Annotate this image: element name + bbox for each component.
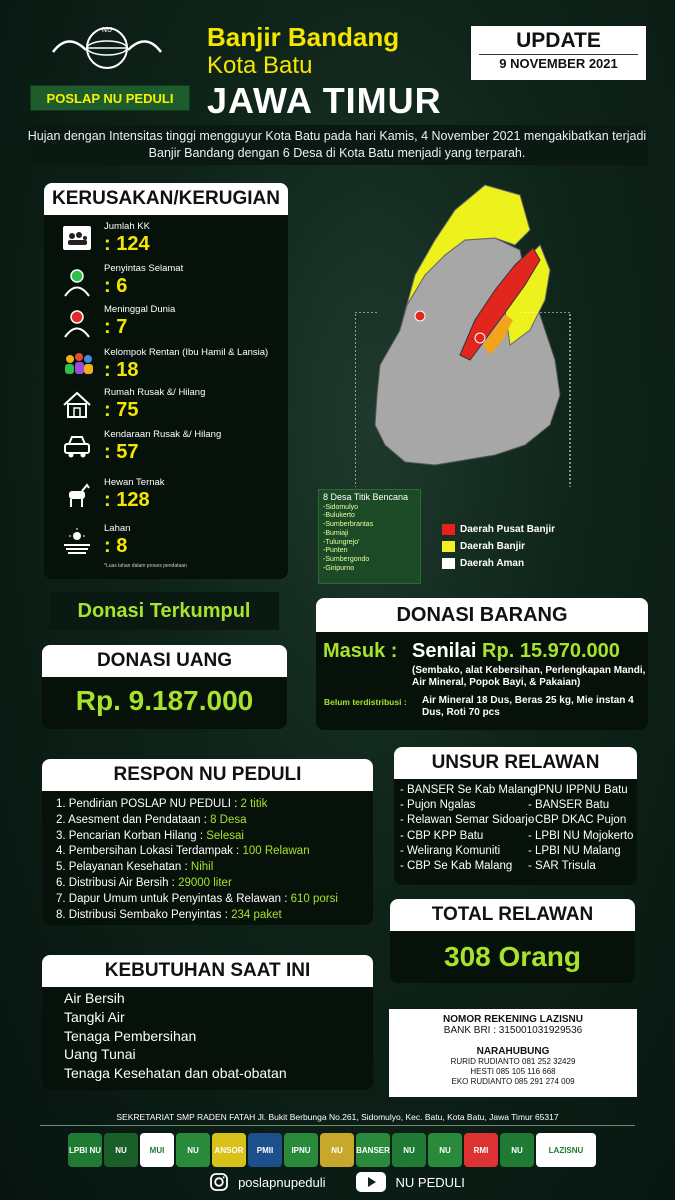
respon-label: 5. Pelayanan Kesehatan :	[56, 861, 191, 874]
person-green-icon	[62, 267, 96, 297]
kebutuhan-item: Tangki Air	[64, 1008, 125, 1025]
respon-title: RESPON NU PEDULI	[42, 759, 373, 791]
unsur-panel	[394, 747, 637, 885]
donasi-barang-title: DONASI BARANG	[316, 598, 648, 632]
kerusakan-label: Rumah Rusak &/ Hilang	[104, 387, 206, 398]
legend-label: Daerah Pusat Banjir	[460, 524, 556, 535]
kerusakan-label: Jumlah KK	[104, 221, 150, 232]
unsur-item: - LPBI NU Mojokerto	[528, 829, 634, 842]
kerusakan-label: Hewan Ternak	[104, 477, 165, 488]
respon-item	[56, 797, 373, 813]
desa-item: -Bumiaji	[323, 529, 349, 537]
respon-value: 2 titik	[240, 798, 268, 810]
intro-text: Hujan dengan Intensitas tinggi mengguyur Kota Batu pada hari Kamis, 4 November 2021 mengakibatkan terjadi Banjir Bandang dengan 6 Desa di Kota Batu menjadi yang terparah.	[26, 125, 648, 165]
respon-value: 29000 liter	[178, 876, 232, 889]
respon-value: Selesai	[206, 829, 244, 842]
respon-value: 100 Relawan	[242, 845, 310, 858]
kerusakan-value: : 124	[104, 233, 150, 255]
kerusakan-value: : 6	[104, 275, 128, 297]
respon-panel	[42, 759, 373, 925]
partner-logo: NU	[176, 1133, 210, 1167]
unsur-item: - LPBI NU Malang	[528, 844, 621, 857]
respon-item	[56, 844, 373, 860]
update-date: 9 NOVEMBER 2021	[499, 56, 618, 71]
contact-item: HESTI 085 105 116 668	[470, 1067, 556, 1076]
kerusakan-label: Kendaraan Rusak &/ Hilang	[104, 429, 222, 440]
instagram-handle[interactable]: poslapnupeduli	[238, 1174, 326, 1190]
kebutuhan-title: KEBUTUHAN SAAT INI	[42, 955, 373, 987]
partner-logo: NU	[428, 1133, 462, 1167]
car-icon	[62, 433, 96, 463]
kerusakan-label: Kelompok Rentan (Ibu Hamil & Lansia)	[104, 347, 269, 358]
desa-item: -Giripurno	[323, 564, 355, 572]
desa-title: 8 Desa Titik Bencana	[323, 492, 409, 502]
kerusakan-panel	[44, 183, 288, 579]
kerusakan-value: : 7	[104, 316, 128, 338]
respon-label: 1. Pendirian POSLAP NU PEDULI :	[56, 798, 241, 810]
narahubung-title: NARAHUBUNG	[476, 1046, 550, 1057]
partner-logos	[68, 1133, 608, 1167]
partner-logo: RMI	[464, 1133, 498, 1167]
legend-swatch	[442, 524, 455, 535]
kerusakan-value: : 75	[104, 399, 139, 421]
belum-value: Air Mineral 18 Dus, Beras 25 kg, Mie instan 4 Dus, Roti 70 pcs	[422, 695, 634, 718]
kerusakan-label: Meninggal Dunia	[104, 304, 176, 315]
unsur-title: UNSUR RELAWAN	[394, 747, 637, 779]
legend-item	[442, 521, 555, 538]
respon-item	[56, 829, 373, 845]
donasi-barang-panel	[316, 598, 648, 730]
belum-label: Belum terdistribusi :	[324, 697, 407, 707]
kebutuhan-item: Uang Tunai	[64, 1046, 136, 1063]
partner-logo: LAZISNU	[536, 1133, 596, 1167]
partner-logo: BANSER	[356, 1133, 390, 1167]
legend-swatch	[442, 558, 455, 569]
partner-logo: NU	[392, 1133, 426, 1167]
kerusakan-value: : 57	[104, 441, 139, 463]
respon-label: 3. Pencarian Korban Hilang :	[56, 829, 207, 842]
kebutuhan-item: Tenaga Kesehatan dan obat-obatan	[64, 1065, 287, 1082]
kerusakan-title: KERUSAKAN/KERUGIAN	[44, 183, 288, 215]
respon-item	[56, 908, 373, 924]
respon-label: 7. Dapur Umum untuk Penyintas & Relawan :	[56, 892, 291, 905]
partner-logo: IPNU	[284, 1133, 318, 1167]
lahan-note: *Luas lahan dalam proses pendataan	[104, 563, 187, 569]
donasi-uang-panel	[42, 645, 287, 729]
kerusakan-value: : 8	[104, 535, 128, 557]
desa-item: -Sumbergondo	[323, 555, 370, 563]
group-icon	[62, 351, 96, 381]
respon-label: 8. Distribusi Sembako Penyintas :	[56, 908, 232, 921]
rekening-box	[389, 1009, 637, 1097]
unsur-item: - BANSER Se Kab Malang	[400, 784, 537, 796]
desa-item: -Tulungrejo'	[323, 538, 360, 546]
total-relawan-title: TOTAL RELAWAN	[390, 899, 635, 931]
partner-logo: ANSOR	[212, 1133, 246, 1167]
respon-item	[56, 876, 373, 892]
respon-label: 2. Asesment dan Pendataan :	[56, 813, 211, 826]
unsur-item: - SAR Trisula	[528, 860, 596, 873]
respon-label: 4. Pembersihan Lokasi Terdampak :	[56, 845, 243, 858]
title-line-2: Kota Batu	[207, 52, 313, 79]
donasi-senilai: Senilai Rp. 15.970.000	[412, 640, 620, 662]
respon-value: 234 paket	[231, 908, 282, 921]
footer-divider	[40, 1125, 635, 1126]
org-badge: POSLAP NU PEDULI	[30, 85, 190, 111]
nu-logo	[48, 22, 166, 74]
respon-item	[56, 860, 373, 876]
desa-item: -Bulukerto	[323, 512, 355, 520]
land-icon	[62, 527, 96, 557]
unsur-item: - CBP DKAC Pujon	[528, 814, 627, 827]
contact-item: RURID RUDIANTO 081 252 32429	[450, 1057, 576, 1066]
sekretariat-address: SEKRETARIAT SMP RADEN FATAH Jl. Bukit Berbunga No.261, Sidomulyo, Kec. Batu, Kota Batu, Jawa Timur 65317	[116, 1112, 559, 1122]
donasi-senilai-value: Rp. 15.970.000	[482, 640, 620, 662]
donasi-terkumpul-label: Donasi Terkumpul	[49, 592, 279, 630]
respon-item	[56, 892, 373, 908]
instagram-icon[interactable]	[210, 1173, 228, 1191]
desa-item: -Punten	[323, 547, 348, 555]
map-pointer-lines	[355, 312, 575, 492]
respon-value: 610 porsi	[290, 892, 338, 905]
legend-label: Daerah Banjir	[460, 541, 526, 552]
rekening-title: NOMOR REKENING LAZISNU	[443, 1014, 583, 1025]
total-relawan-value: 308 Orang	[444, 941, 581, 972]
partner-logo: NU	[104, 1133, 138, 1167]
legend-label: Daerah Aman	[460, 558, 525, 569]
legend-item	[442, 555, 555, 572]
donasi-uang-title: DONASI UANG	[42, 645, 287, 677]
unsur-right-column	[528, 783, 633, 874]
partner-logo: NU	[500, 1133, 534, 1167]
kerusakan-label: Lahan	[104, 523, 131, 534]
respon-value: 8 Desa	[210, 813, 247, 826]
unsur-item: - CBP KPP Batu	[400, 829, 484, 842]
total-relawan-panel	[390, 899, 635, 983]
goat-icon	[62, 481, 96, 511]
update-label: UPDATE	[516, 29, 601, 52]
map-legend	[442, 521, 555, 572]
donasi-barang-note: (Sembako, alat Kebersihan, Perlengkapan Mandi, Air Mineral, Popok Bayi, & Pakaian)	[412, 665, 646, 688]
unsur-item: - Relawan Semar Sidoarjo	[400, 814, 535, 827]
partner-logo: PMII	[248, 1133, 282, 1167]
unsur-item: - IPNU IPPNU Batu	[528, 784, 628, 796]
partner-logo: MUI	[140, 1133, 174, 1167]
family-icon	[62, 225, 96, 255]
kerusakan-value: : 18	[104, 359, 139, 381]
rekening-bank: BANK BRI : 315001031929536	[443, 1025, 583, 1036]
svg-text:NU: NU	[101, 26, 113, 34]
donasi-masuk-label: Masuk :	[323, 640, 398, 662]
respon-value: Nihil	[190, 861, 214, 874]
title-line-1: Banjir Bandang	[207, 22, 400, 52]
donasi-uang-value: Rp. 9.187.000	[75, 685, 254, 716]
desa-item: -Sidomulyo	[323, 503, 359, 511]
kerusakan-item	[44, 429, 288, 481]
kerusakan-value: : 128	[104, 489, 150, 511]
youtube-icon[interactable]	[356, 1172, 386, 1192]
kebutuhan-panel	[42, 955, 373, 1090]
house-icon	[62, 391, 96, 421]
youtube-channel[interactable]: NU PEDULI	[395, 1174, 465, 1190]
social-bar	[0, 1172, 675, 1192]
legend-item	[442, 538, 555, 555]
title-line-3: JAWA TIMUR	[207, 80, 442, 121]
legend-swatch	[442, 541, 455, 552]
respon-label: 6. Distribusi Air Bersih :	[56, 876, 179, 889]
contact-item: EKO RUDIANTO 085 291 274 009	[451, 1077, 575, 1086]
partner-logo: LPBI NU	[68, 1133, 102, 1167]
unsur-left-column	[400, 783, 536, 874]
partner-logo: NU	[320, 1133, 354, 1167]
kerusakan-label: Penyintas Selamat	[104, 263, 184, 274]
desa-item: -Sumberbrantas	[323, 521, 374, 529]
kebutuhan-item: Tenaga Pembersihan	[64, 1027, 197, 1044]
unsur-item: - Welirang Komuniti	[400, 844, 501, 857]
unsur-item: - CBP Se Kab Malang	[400, 860, 513, 873]
unsur-item: - Pujon Ngalas	[400, 799, 476, 812]
update-box	[471, 26, 646, 80]
person-red-icon	[62, 308, 96, 338]
kebutuhan-item: Air Bersih	[64, 990, 125, 1006]
unsur-item: - BANSER Batu	[528, 799, 610, 812]
desa-box	[318, 489, 421, 584]
kerusakan-item	[44, 477, 288, 529]
respon-item	[56, 813, 373, 829]
